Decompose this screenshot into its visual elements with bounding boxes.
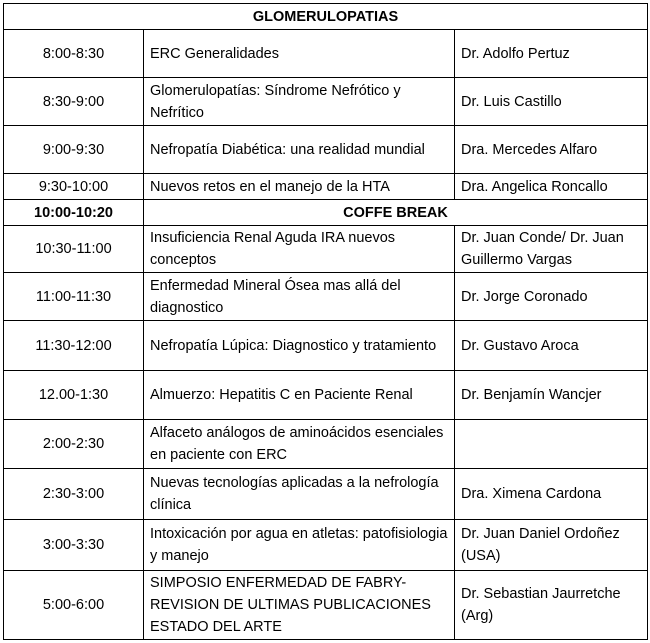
- speaker-cell: Dr. Sebastian Jaurretche (Arg): [455, 571, 648, 640]
- table-row: [4, 273, 648, 321]
- break-time-cell: 10:00-10:20: [4, 200, 144, 226]
- time-cell: 3:00-3:30: [4, 520, 144, 571]
- table-row: [4, 174, 648, 200]
- speaker-cell: Dr. Luis Castillo: [455, 78, 648, 126]
- time-cell: 11:00-11:30: [4, 273, 144, 321]
- speaker-cell: Dr. Gustavo Aroca: [455, 321, 648, 371]
- time-cell: 11:30-12:00: [4, 321, 144, 371]
- break-label: COFFE BREAK: [144, 200, 648, 226]
- speaker-cell: Dra. Mercedes Alfaro: [455, 126, 648, 174]
- table-row: [4, 571, 648, 640]
- topic-cell: Nuevos retos en el manejo de la HTA: [144, 174, 455, 200]
- topic-cell: ERC Generalidades: [144, 30, 455, 78]
- table-row: [4, 520, 648, 571]
- speaker-cell: [455, 420, 648, 469]
- table-row: [4, 78, 648, 126]
- table-row: [4, 226, 648, 273]
- topic-cell: Intoxicación por agua en atletas: patofisiologia y manejo: [144, 520, 455, 571]
- schedule-table: [3, 3, 648, 640]
- break-row: [4, 200, 648, 226]
- topic-cell: SIMPOSIO ENFERMEDAD DE FABRY- REVISION DE ULTIMAS PUBLICACIONES ESTADO DEL ARTE: [144, 571, 455, 640]
- table-row: [4, 469, 648, 520]
- topic-cell: Glomerulopatías: Síndrome Nefrótico y Nefrítico: [144, 78, 455, 126]
- speaker-cell: Dra. Angelica Roncallo: [455, 174, 648, 200]
- table-row: [4, 420, 648, 469]
- speaker-cell: Dr. Benjamín Wancjer: [455, 371, 648, 420]
- table-row: [4, 321, 648, 371]
- topic-cell: Nefropatía Diabética: una realidad mundial: [144, 126, 455, 174]
- topic-cell: Nuevas tecnologías aplicadas a la nefrología clínica: [144, 469, 455, 520]
- time-cell: 10:30-11:00: [4, 226, 144, 273]
- table-row: [4, 126, 648, 174]
- time-cell: 9:30-10:00: [4, 174, 144, 200]
- topic-cell: Almuerzo: Hepatitis C en Paciente Renal: [144, 371, 455, 420]
- topic-cell: Enfermedad Mineral Ósea mas allá del diagnostico: [144, 273, 455, 321]
- speaker-cell: Dra. Ximena Cardona: [455, 469, 648, 520]
- speaker-cell: Dr. Jorge Coronado: [455, 273, 648, 321]
- table-row: [4, 30, 648, 78]
- speaker-cell: Dr. Adolfo Pertuz: [455, 30, 648, 78]
- time-cell: 12.00-1:30: [4, 371, 144, 420]
- time-cell: 8:00-8:30: [4, 30, 144, 78]
- time-cell: 2:00-2:30: [4, 420, 144, 469]
- topic-cell: Alfaceto análogos de aminoácidos esenciales en paciente con ERC: [144, 420, 455, 469]
- time-cell: 2:30-3:00: [4, 469, 144, 520]
- time-cell: 5:00-6:00: [4, 571, 144, 640]
- speaker-cell: Dr. Juan Daniel Ordoñez (USA): [455, 520, 648, 571]
- title-row: [4, 4, 648, 30]
- speaker-cell: Dr. Juan Conde/ Dr. Juan Guillermo Vargas: [455, 226, 648, 273]
- table-row: [4, 371, 648, 420]
- schedule-title: GLOMERULOPATIAS: [4, 4, 648, 30]
- time-cell: 8:30-9:00: [4, 78, 144, 126]
- time-cell: 9:00-9:30: [4, 126, 144, 174]
- topic-cell: Insuficiencia Renal Aguda IRA nuevos conceptos: [144, 226, 455, 273]
- topic-cell: Nefropatía Lúpica: Diagnostico y tratamiento: [144, 321, 455, 371]
